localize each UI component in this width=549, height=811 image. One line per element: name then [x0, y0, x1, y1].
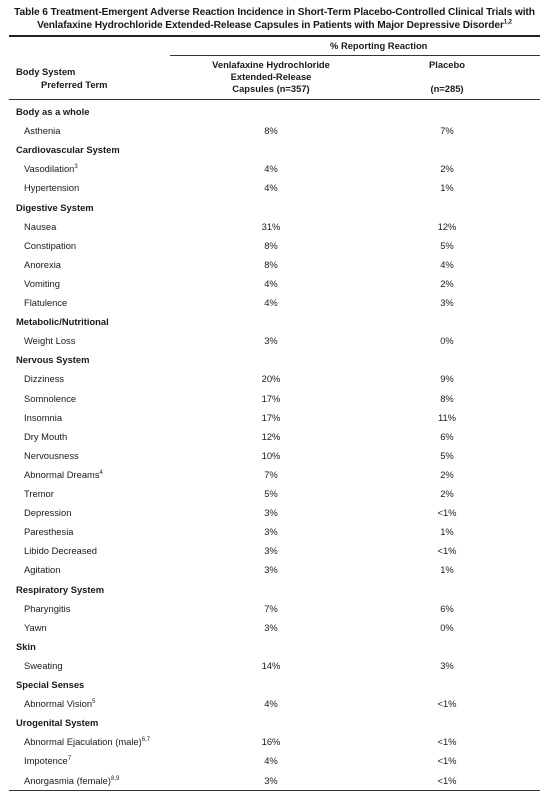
label-text: Tremor — [24, 488, 54, 499]
placebo-value: <1% — [437, 736, 457, 748]
table-title-line-2-text: Venlafaxine Hydrochloride Extended-Release Capsules in Patients with Major Depressive Disorder — [37, 20, 504, 31]
label-text: Abnormal Ejaculation (male) — [24, 736, 142, 748]
placebo-value: 4% — [440, 258, 454, 270]
placebo-value: 3% — [440, 297, 454, 308]
preferred-term-label — [24, 274, 60, 293]
placebo-column-header — [397, 59, 497, 95]
table-row — [0, 751, 549, 770]
footnote-ref: 8,9 — [111, 775, 120, 782]
label-text: Depression — [24, 507, 72, 519]
preferred-term-label — [24, 599, 70, 618]
preferred-term-header: Preferred Term — [41, 79, 108, 90]
footnote-ref: 6,7 — [141, 737, 151, 744]
venlafaxine-header-line-2: Extended-Release — [230, 71, 312, 82]
venlafaxine-value: 8% — [264, 125, 278, 137]
category-row — [0, 580, 549, 599]
label-text: Asthenia — [24, 125, 61, 137]
venlafaxine-value: 4% — [264, 182, 278, 194]
placebo-value: 9% — [440, 373, 454, 385]
venlafaxine-value: 16% — [261, 736, 281, 748]
preferred-term-label — [24, 541, 97, 560]
venlafaxine-header-line-1: Venlafaxine Hydrochloride — [212, 59, 330, 70]
table-row — [0, 771, 549, 790]
placebo-value: 0% — [440, 621, 454, 633]
table-title-line-1: Table 6 Treatment-Emergent Adverse Reaction Incidence in Short-Term Placebo-Controlled Clinical Trials with — [14, 7, 535, 18]
venlafaxine-value: 8% — [264, 239, 278, 251]
label-text: Vomiting — [24, 277, 60, 289]
label-text: Cardiovascular System — [16, 144, 120, 156]
venlafaxine-column-header — [196, 59, 346, 95]
label-text: Constipation — [24, 239, 77, 251]
label-text: Sweating — [24, 659, 63, 671]
venlafaxine-value: 4% — [264, 163, 278, 175]
venlafaxine-value: 10% — [261, 449, 281, 461]
venlafaxine-value: 31% — [261, 220, 281, 232]
preferred-term-label — [24, 560, 60, 579]
placebo-value: 3% — [440, 659, 454, 671]
placebo-value: 1% — [440, 526, 454, 538]
preferred-term-label — [24, 522, 74, 541]
label-text: Weight Loss — [24, 335, 76, 347]
placebo-header-line-2 — [397, 71, 497, 83]
table-row — [0, 618, 549, 637]
preferred-term-label — [24, 446, 79, 465]
body-system-label — [16, 198, 94, 217]
table-row — [0, 159, 549, 178]
category-row — [0, 102, 549, 121]
venlafaxine-value: 5% — [264, 488, 278, 499]
label-text: Dry Mouth — [24, 430, 68, 442]
table-row — [0, 541, 549, 560]
body-system-label — [16, 713, 98, 732]
label-text: Hypertension — [24, 182, 80, 194]
venlafaxine-value: 3% — [264, 774, 278, 786]
placebo-value: 1% — [440, 564, 454, 576]
placebo-value: 2% — [440, 468, 454, 480]
footnote-ref: 5 — [92, 698, 96, 705]
label-text: Metabolic/Nutritional — [16, 316, 109, 328]
placebo-value: <1% — [437, 545, 457, 557]
venlafaxine-value: 14% — [261, 659, 281, 671]
category-row — [0, 140, 549, 159]
table-row — [0, 331, 549, 350]
preferred-term-label — [24, 408, 62, 427]
label-text: Nausea — [24, 220, 57, 232]
placebo-value: 1% — [440, 182, 454, 194]
venlafaxine-value: 3% — [264, 621, 278, 633]
top-rule — [9, 35, 540, 37]
placebo-value: 6% — [440, 602, 454, 614]
placebo-value: <1% — [437, 755, 457, 767]
footnote-ref: 4 — [99, 469, 103, 476]
preferred-term-label — [24, 732, 150, 751]
table-row — [0, 274, 549, 293]
venlafaxine-header-line-3: Capsules (n=357) — [232, 83, 310, 94]
table-title-footnote-ref: 1,2 — [503, 19, 512, 26]
venlafaxine-value: 17% — [261, 392, 281, 404]
preferred-term-label — [24, 427, 67, 446]
placebo-value: 12% — [437, 220, 457, 232]
table-row — [0, 255, 549, 274]
table-row — [0, 427, 549, 446]
placebo-header-line-1: Placebo — [429, 59, 465, 70]
label-text: Nervous System — [16, 354, 90, 366]
label-text: Anorexia — [24, 258, 62, 270]
placebo-value: <1% — [437, 698, 457, 710]
venlafaxine-value: 3% — [264, 507, 278, 519]
category-row — [0, 637, 549, 656]
label-text: Abnormal Vision — [24, 698, 93, 710]
placebo-value: 5% — [440, 239, 454, 251]
body-system-label — [16, 102, 89, 121]
venlafaxine-value: 8% — [264, 258, 278, 270]
venlafaxine-value: 3% — [264, 526, 278, 538]
table-row — [0, 178, 549, 197]
label-text: Anorgasmia (female) — [24, 774, 112, 786]
label-text: Paresthesia — [24, 526, 74, 538]
table-row — [0, 446, 549, 465]
table-row — [0, 121, 549, 140]
label-text: Vasodilation — [24, 163, 75, 175]
preferred-term-label — [24, 771, 119, 790]
label-text: Abnormal Dreams — [24, 468, 100, 480]
venlafaxine-value: 4% — [264, 698, 278, 710]
header-rule — [9, 99, 540, 100]
category-row — [0, 713, 549, 732]
placebo-value: 6% — [440, 430, 454, 442]
venlafaxine-value: 7% — [264, 602, 278, 614]
label-text: Urogenital System — [16, 717, 99, 729]
venlafaxine-value: 4% — [264, 755, 278, 767]
body-system-label — [16, 312, 109, 331]
label-text: Digestive System — [16, 201, 94, 213]
label-text: Agitation — [24, 564, 61, 576]
preferred-term-label — [24, 751, 71, 770]
preferred-term-label — [24, 331, 75, 350]
preferred-term-label — [24, 656, 63, 675]
venlafaxine-value: 7% — [264, 468, 278, 480]
placebo-header-line-3: (n=285) — [430, 83, 464, 94]
preferred-term-label — [24, 465, 103, 484]
venlafaxine-value: 4% — [264, 277, 278, 289]
footnote-ref: 3 — [74, 164, 78, 171]
venlafaxine-value: 3% — [264, 545, 278, 557]
preferred-term-label — [24, 255, 61, 274]
preferred-term-label — [24, 217, 56, 236]
table-row — [0, 484, 549, 503]
venlafaxine-value: 3% — [264, 564, 278, 576]
label-text: Yawn — [24, 621, 47, 633]
preferred-term-label — [24, 484, 54, 503]
preferred-term-label — [24, 236, 76, 255]
label-text: Skin — [16, 640, 36, 652]
table-row — [0, 656, 549, 675]
label-text: Body as a whole — [16, 106, 90, 117]
label-text: Impotence — [24, 755, 68, 767]
preferred-term-label — [24, 293, 67, 312]
venlafaxine-value: 12% — [261, 430, 281, 442]
table-row — [0, 465, 549, 484]
label-text: Special Senses — [16, 679, 85, 690]
body-system-label — [16, 637, 36, 656]
table-row — [0, 369, 549, 388]
body-system-label — [16, 140, 120, 159]
table-row — [0, 408, 549, 427]
table-row — [0, 732, 549, 751]
label-text: Pharyngitis — [24, 602, 71, 614]
table-row — [0, 217, 549, 236]
placebo-value: 2% — [440, 163, 454, 175]
venlafaxine-value: 4% — [264, 297, 278, 308]
placebo-value: <1% — [437, 774, 457, 786]
placebo-value: 2% — [440, 488, 454, 499]
table-row — [0, 503, 549, 522]
body-system-label — [16, 580, 104, 599]
label-text: Flatulence — [24, 297, 68, 308]
label-text: Somnolence — [24, 392, 77, 404]
body-system-header: Body System — [16, 66, 76, 77]
label-text: Nervousness — [24, 449, 79, 461]
category-row — [0, 675, 549, 694]
preferred-term-label — [24, 389, 76, 408]
preferred-term-label — [24, 503, 71, 522]
label-text: Respiratory System — [16, 583, 105, 595]
table-row — [0, 389, 549, 408]
bottom-rule — [9, 790, 540, 791]
table-row — [0, 522, 549, 541]
preferred-term-label — [24, 694, 95, 713]
preferred-term-label — [24, 369, 64, 388]
placebo-value: 11% — [437, 411, 457, 423]
percent-reporting-rule — [170, 55, 540, 56]
body-system-label — [16, 675, 84, 694]
table-row — [0, 599, 549, 618]
body-system-label — [16, 350, 89, 369]
preferred-term-label — [24, 618, 47, 637]
table-row — [0, 293, 549, 312]
table-title-line-2 — [0, 19, 549, 32]
category-row — [0, 312, 549, 331]
table-title — [0, 6, 549, 32]
venlafaxine-value: 17% — [261, 411, 281, 423]
category-row — [0, 350, 549, 369]
venlafaxine-value: 20% — [261, 373, 281, 385]
category-row — [0, 198, 549, 217]
percent-reporting-header: % Reporting Reaction — [330, 40, 428, 51]
placebo-value: 0% — [440, 335, 454, 347]
placebo-value: 8% — [440, 392, 454, 404]
label-text: Dizziness — [24, 373, 65, 385]
placebo-value: 5% — [440, 449, 454, 461]
label-text: Insomnia — [24, 411, 63, 423]
preferred-term-label — [24, 178, 79, 197]
placebo-value: 2% — [440, 277, 454, 289]
footnote-ref: 7 — [67, 756, 72, 763]
placebo-value: <1% — [437, 507, 457, 519]
table-row — [0, 560, 549, 579]
venlafaxine-value: 3% — [264, 335, 278, 347]
preferred-term-label — [24, 121, 60, 140]
label-text: Libido Decreased — [24, 545, 97, 557]
table-row — [0, 694, 549, 713]
placebo-value: 7% — [440, 125, 454, 137]
table-row — [0, 236, 549, 255]
preferred-term-label — [24, 159, 78, 178]
